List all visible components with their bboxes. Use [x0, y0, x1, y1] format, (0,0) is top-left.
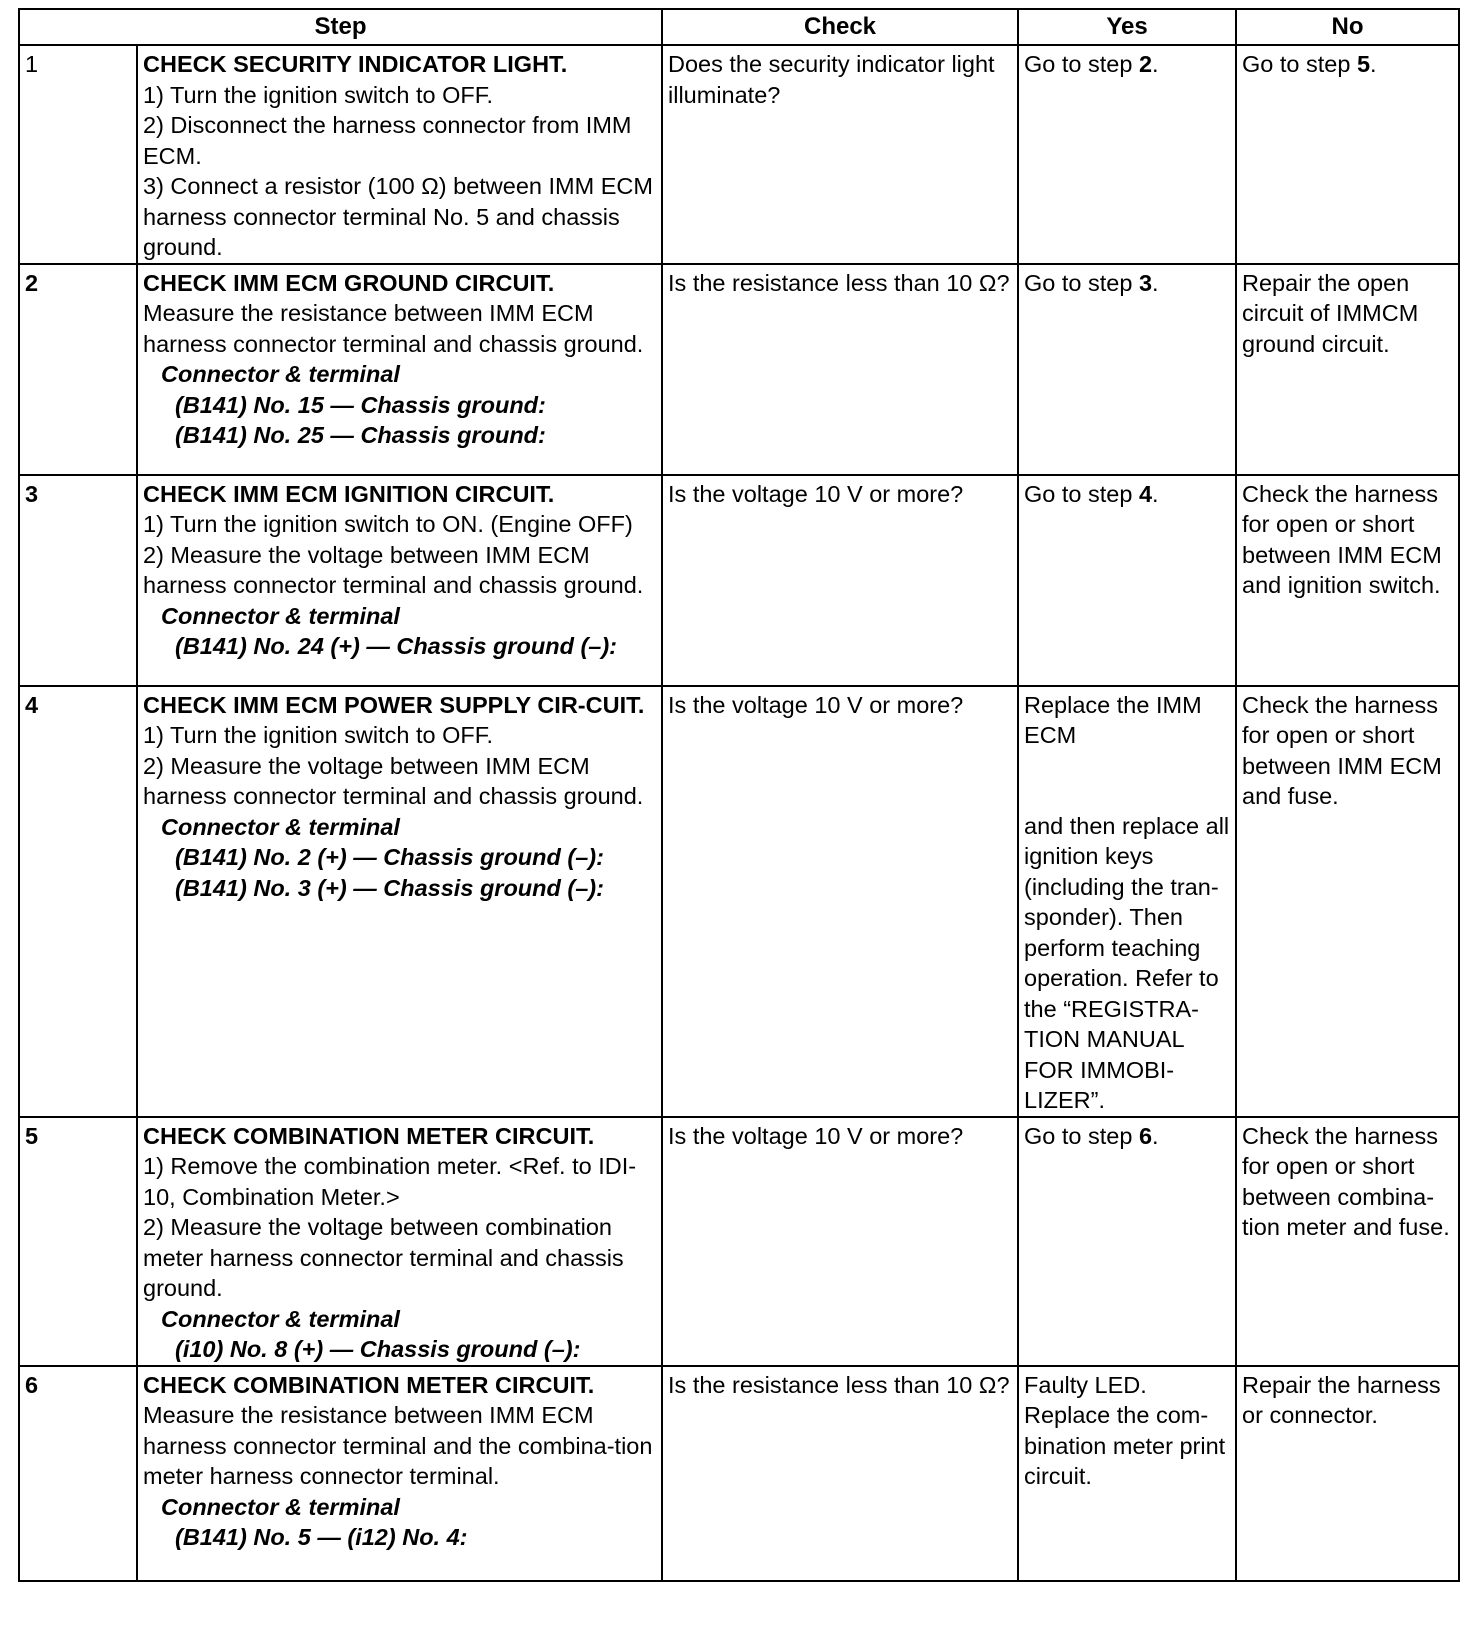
step-number: 1 [19, 45, 137, 264]
connector-heading: Connector & terminal [161, 1493, 400, 1520]
step-line: 2) Measure the voltage between combination meter harness connector terminal and chassis ground. [143, 1214, 624, 1301]
yes-text: Go to step [1024, 1122, 1139, 1149]
check-question: Is the voltage 10 V or more? [662, 475, 1018, 686]
connector-heading: Connector & terminal [161, 602, 400, 629]
header-check: Check [662, 9, 1018, 45]
yes-suffix: . [1152, 480, 1159, 507]
step-title: CHECK IMM ECM IGNITION CIRCUIT. [143, 480, 555, 507]
connector-heading: Connector & terminal [161, 361, 400, 387]
step-description [137, 686, 662, 1117]
no-action: Check the harness for open or short between combina-tion meter and fuse. [1236, 1117, 1459, 1366]
header-no: No [1236, 9, 1459, 45]
step-line: 3) Connect a resistor (100 Ω) between IMM ECM harness connector terminal No. 5 and chassis ground. [143, 173, 653, 260]
step-number: 3 [19, 475, 137, 686]
step-number: 5 [19, 1117, 137, 1366]
connector-heading: Connector & terminal [161, 1305, 400, 1332]
table-row [19, 1117, 1459, 1366]
step-description [137, 1117, 662, 1366]
terminal-spec: (B141) No. 5 — (i12) No. 4: [175, 1524, 468, 1550]
no-step-number: 5 [1356, 51, 1371, 77]
step-title: CHECK COMBINATION METER CIRCUIT. [143, 1371, 595, 1398]
yes-step-number: 4 [1138, 480, 1153, 507]
step-title: CHECK IMM ECM GROUND CIRCUIT. [143, 269, 555, 296]
step-number: 6 [19, 1366, 137, 1581]
header-yes: Yes [1018, 9, 1236, 45]
check-question: Does the security indicator light illuminate? [662, 45, 1018, 264]
terminal-spec: (B141) No. 3 (+) — Chassis ground (–): [175, 874, 604, 901]
yes-action [1018, 264, 1236, 475]
no-text: Go to step [1242, 51, 1357, 77]
terminal-spec: (B141) No. 24 (+) — Chassis ground (–): [175, 633, 618, 659]
terminal-spec: (i10) No. 8 (+) — Chassis ground (–): [175, 1336, 581, 1362]
connector-heading: Connector & terminal [161, 813, 400, 840]
step-line: 1) Turn the ignition switch to ON. (Engine OFF) [143, 511, 633, 537]
step-line: 1) Remove the combination meter. <Ref. to IDI-10, Combination Meter.> [143, 1153, 637, 1210]
step-line: 1) Turn the ignition switch to OFF. [143, 81, 494, 108]
check-question: Is the resistance less than 10 Ω? [662, 264, 1018, 475]
no-suffix: . [1370, 51, 1377, 77]
yes-text: Replace the IMM ECM [1024, 691, 1202, 748]
spacer [1024, 751, 1230, 811]
step-description [137, 475, 662, 686]
step-body: Measure the resistance between IMM ECM harness connector terminal and chassis ground. [143, 300, 644, 357]
no-action: Check the harness for open or short between IMM ECM and ignition switch. [1236, 475, 1459, 686]
yes-text-continued: and then replace all ignition keys (including the tran-sponder). Then perform teaching operation. Refer to the “REGISTRA-TION MANUAL FOR IMMOBI-LIZER”. [1024, 812, 1230, 1113]
yes-suffix: . [1152, 51, 1159, 77]
yes-step-number: 3 [1138, 269, 1153, 296]
step-number: 2 [19, 264, 137, 475]
yes-action [1018, 1117, 1236, 1366]
table-row [19, 1366, 1459, 1581]
step-line: 1) Turn the ignition switch to OFF. [143, 722, 494, 748]
step-line: 2) Disconnect the harness connector from IMM ECM. [143, 112, 632, 169]
step-description [137, 1366, 662, 1581]
step-description [137, 264, 662, 475]
table-row [19, 45, 1459, 264]
step-title: CHECK COMBINATION METER CIRCUIT. [143, 1122, 595, 1149]
yes-text: Go to step [1024, 51, 1139, 77]
check-question: Is the voltage 10 V or more? [662, 1117, 1018, 1366]
diagnostic-table [18, 8, 1460, 1582]
step-body: Measure the resistance between IMM ECM harness connector terminal and the combina-tion meter harness connector terminal. [143, 1402, 653, 1489]
step-title: CHECK SECURITY INDICATOR LIGHT. [143, 51, 568, 77]
no-action [1236, 45, 1459, 264]
step-description [137, 45, 662, 264]
yes-text: Go to step [1024, 480, 1139, 507]
check-question: Is the voltage 10 V or more? [662, 686, 1018, 1117]
step-line: 2) Measure the voltage between IMM ECM harness connector terminal and chassis ground. [143, 752, 644, 809]
terminal-spec: (B141) No. 25 — Chassis ground: [175, 422, 546, 448]
terminal-spec: (B141) No. 2 (+) — Chassis ground (–): [175, 844, 604, 870]
yes-suffix: . [1152, 1122, 1159, 1149]
terminal-spec: (B141) No. 15 — Chassis ground: [175, 391, 546, 418]
header-step: Step [19, 9, 662, 45]
yes-action [1018, 45, 1236, 264]
diagnostic-procedure-sheet [18, 8, 1460, 1582]
yes-text: Go to step [1024, 269, 1139, 296]
yes-action [1018, 686, 1236, 1117]
no-action: Check the harness for open or short between IMM ECM and fuse. [1236, 686, 1459, 1117]
yes-action: Faulty LED. Replace the com-bination meter print circuit. [1018, 1366, 1236, 1581]
table-row [19, 264, 1459, 475]
yes-step-number: 6 [1138, 1122, 1153, 1149]
check-question: Is the resistance less than 10 Ω? [662, 1366, 1018, 1581]
table-header-row [19, 9, 1459, 45]
no-action: Repair the harness or connector. [1236, 1366, 1459, 1581]
yes-suffix: . [1152, 269, 1159, 296]
table-row [19, 686, 1459, 1117]
step-line: 2) Measure the voltage between IMM ECM harness connector terminal and chassis ground. [143, 541, 644, 598]
yes-step-number: 2 [1138, 51, 1153, 77]
yes-action [1018, 475, 1236, 686]
no-action: Repair the open circuit of IMMCM ground circuit. [1236, 264, 1459, 475]
table-row [19, 475, 1459, 686]
step-number: 4 [19, 686, 137, 1117]
step-title: CHECK IMM ECM POWER SUPPLY CIR-CUIT. [143, 691, 645, 718]
